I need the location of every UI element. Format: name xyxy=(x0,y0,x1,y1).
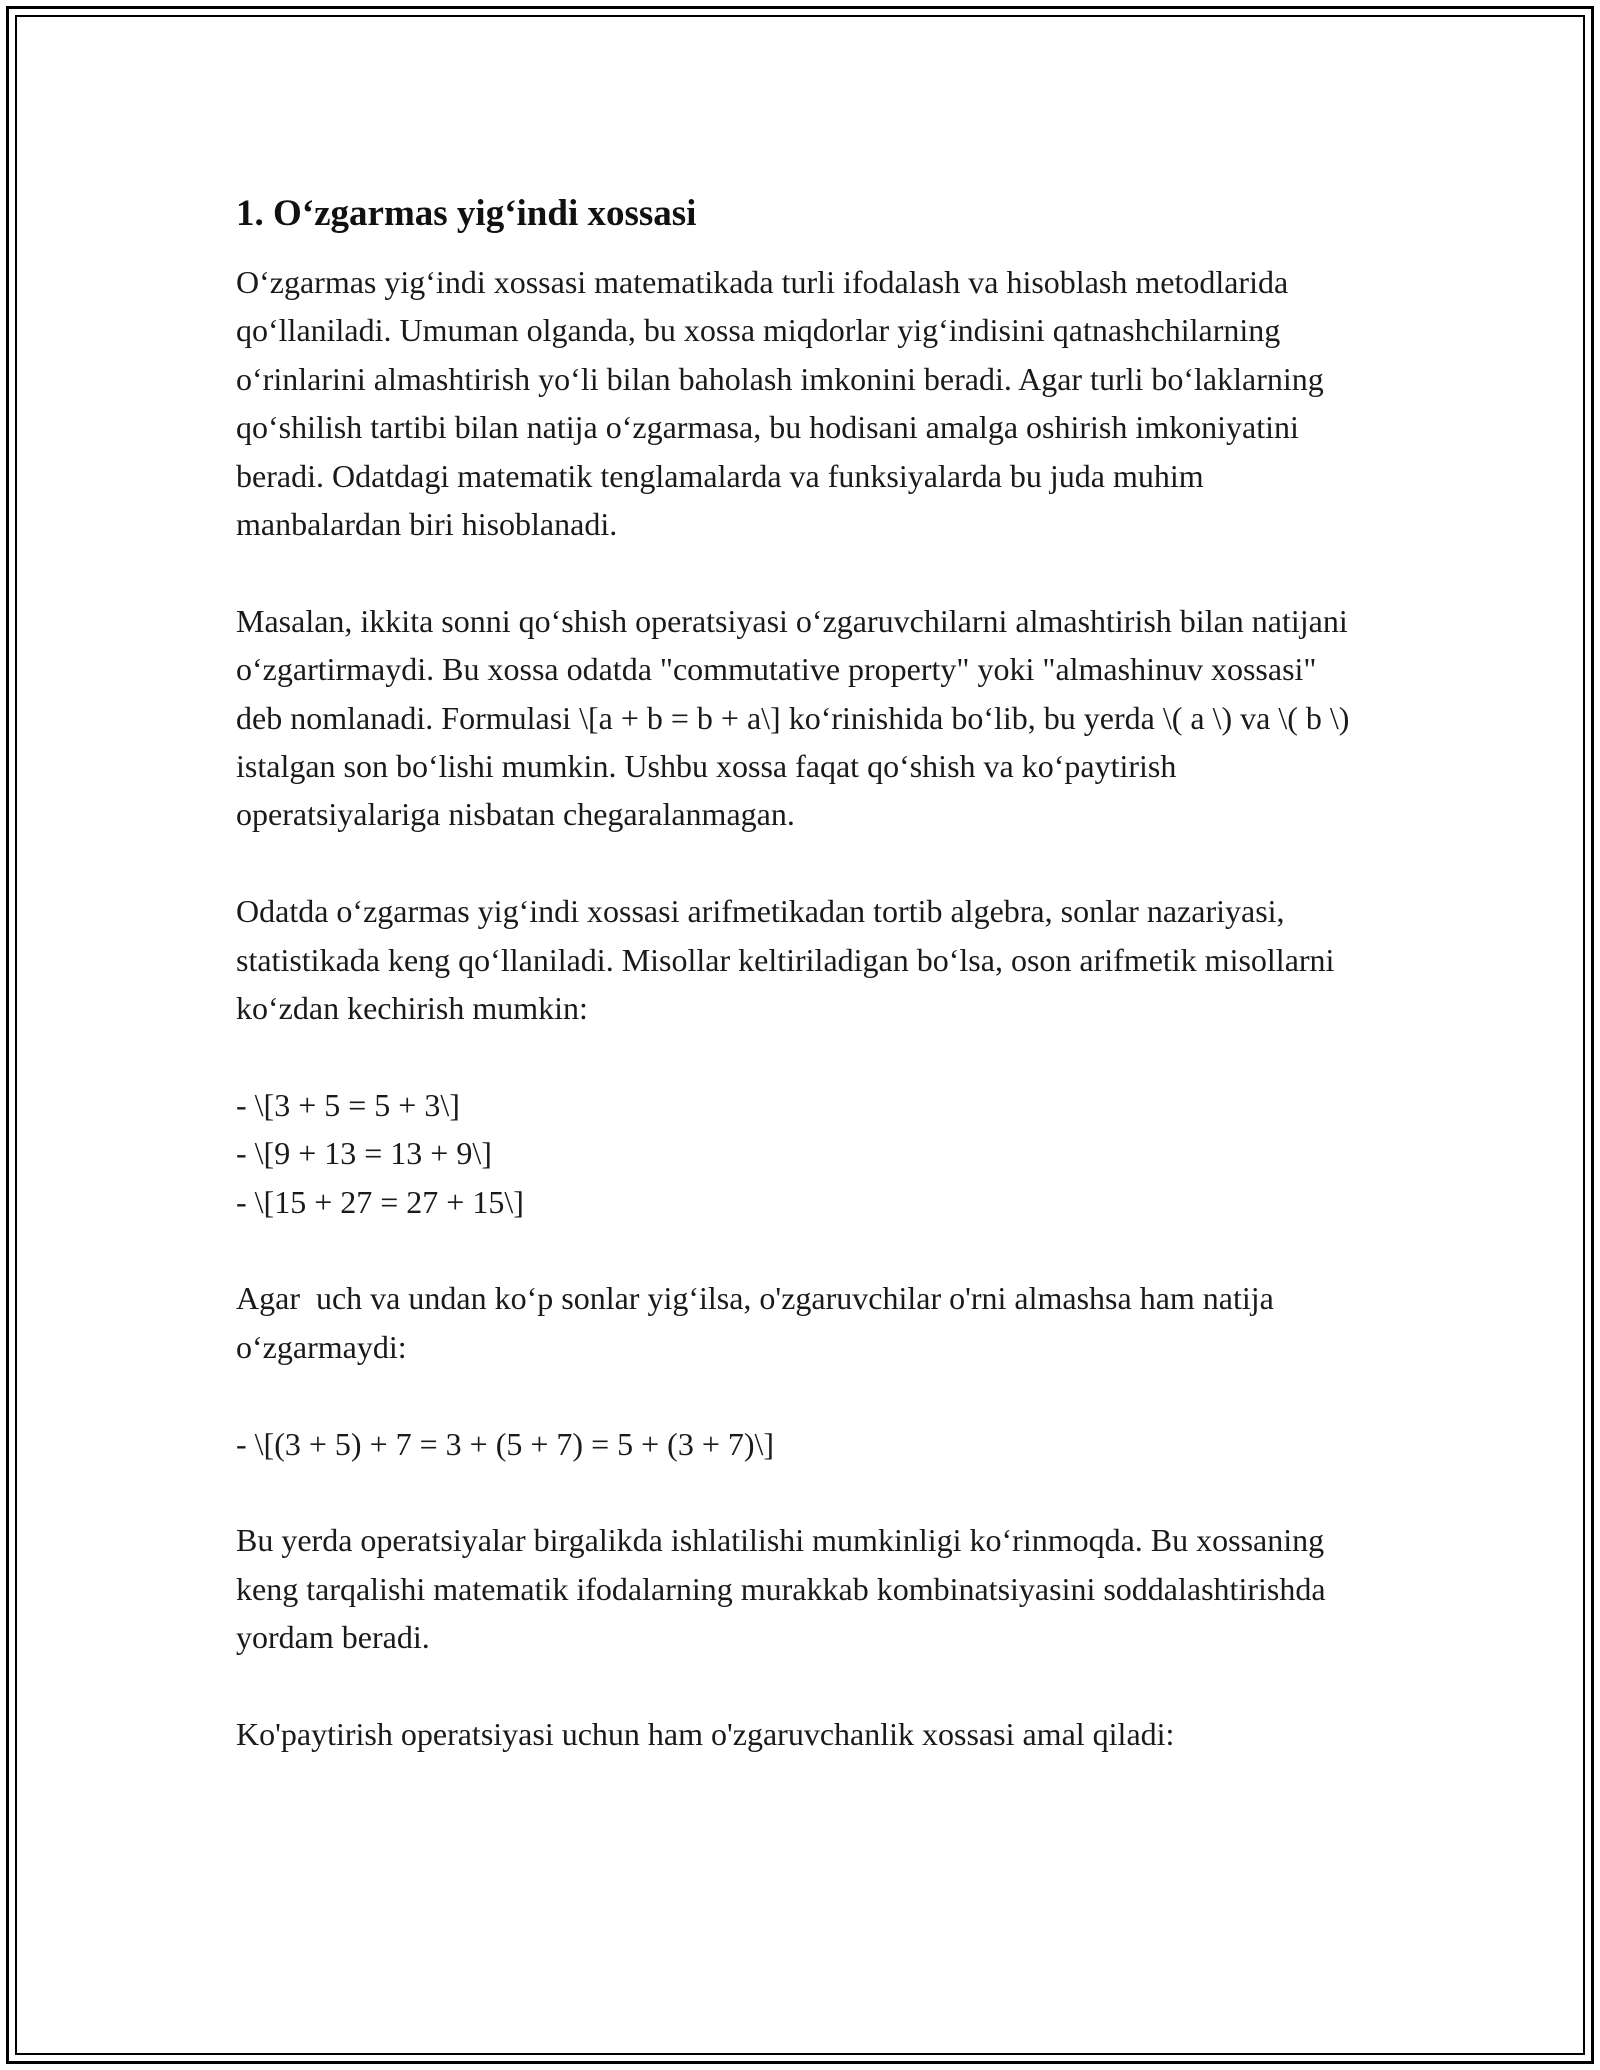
example-associative: - \[(3 + 5) + 7 = 3 + (5 + 7) = 5 + (3 + 7)\] xyxy=(236,1425,775,1462)
section-heading: 1. O‘zgarmas yig‘indi xossasi xyxy=(236,193,697,234)
paragraph-example-commutative: Masalan, ikkita sonni qo‘shish operatsiyasi o‘zgaruvchilarni almashtirish bilan natijani o‘zgartirmaydi. Bu xossa odatda "commutative property" yoki "almashinuv xossasi" deb nomlanadi. Formulasi \[a + b = b + a\] ko‘rinishida bo‘lib, bu yerda \( a \) va \( b \) istalgan son bo‘lishi mumkin. Ushbu xossa faqat qo‘shish va ko‘paytirish operatsiyalariga nisbatan chegaralanmagan. xyxy=(236,602,1358,833)
paragraph-applications: Odatda o‘zgarmas yig‘indi xossasi arifmetikadan tortib algebra, sonlar nazariyasi, statistikada keng qo‘llaniladi. Misollar keltiriladigan bo‘lsa, oson arifmetik misollarni ko‘zdan kechirish mumkin: xyxy=(236,893,1343,1027)
paragraph-combination: Bu yerda operatsiyalar birgalikda ishlatilishi mumkinligi ko‘rinmoqda. Bu xossaning keng tarqalishi matematik ifodalarning murakkab kombinatsiyasini soddalashtirishda yordam beradi. xyxy=(236,1522,1334,1656)
example-list xyxy=(236,1081,1366,1226)
paragraph-multiplication: Ko'paytirish operatsiyasi uchun ham o'zgaruvchanlik xossasi amal qiladi: xyxy=(236,1716,1175,1753)
paragraph-three-or-more: Agar uch va undan ko‘p sonlar yig‘ilsa, o'zgaruvchilar o'rni almashsa ham natija o‘zgarmaydi: xyxy=(236,1280,1282,1365)
example-item: - \[15 + 27 = 27 + 15\] xyxy=(236,1183,524,1220)
example-item: - \[3 + 5 = 5 + 3\] xyxy=(236,1086,460,1123)
example-item: - \[9 + 13 = 13 + 9\] xyxy=(236,1135,492,1172)
paragraph-intro: O‘zgarmas yig‘indi xossasi matematikada turli ifodalash va hisoblash metodlarida qo‘llaniladi. Umuman olganda, bu xossa miqdorlar yig‘indisini qatnashchilarning o‘rinlarini almashtirish yo‘li bilan baholash imkonini beradi. Agar turli bo‘laklarning qo‘shilish tartibi bilan natija o‘zgarmasa, bu hodisani amalga oshirish imkoniyatini beradi. Odatdagi matematik tenglamalarda va funksiyalarda bu juda muhim manbalardan biri hisoblanadi. xyxy=(236,264,1332,543)
document-body xyxy=(236,188,1366,1807)
